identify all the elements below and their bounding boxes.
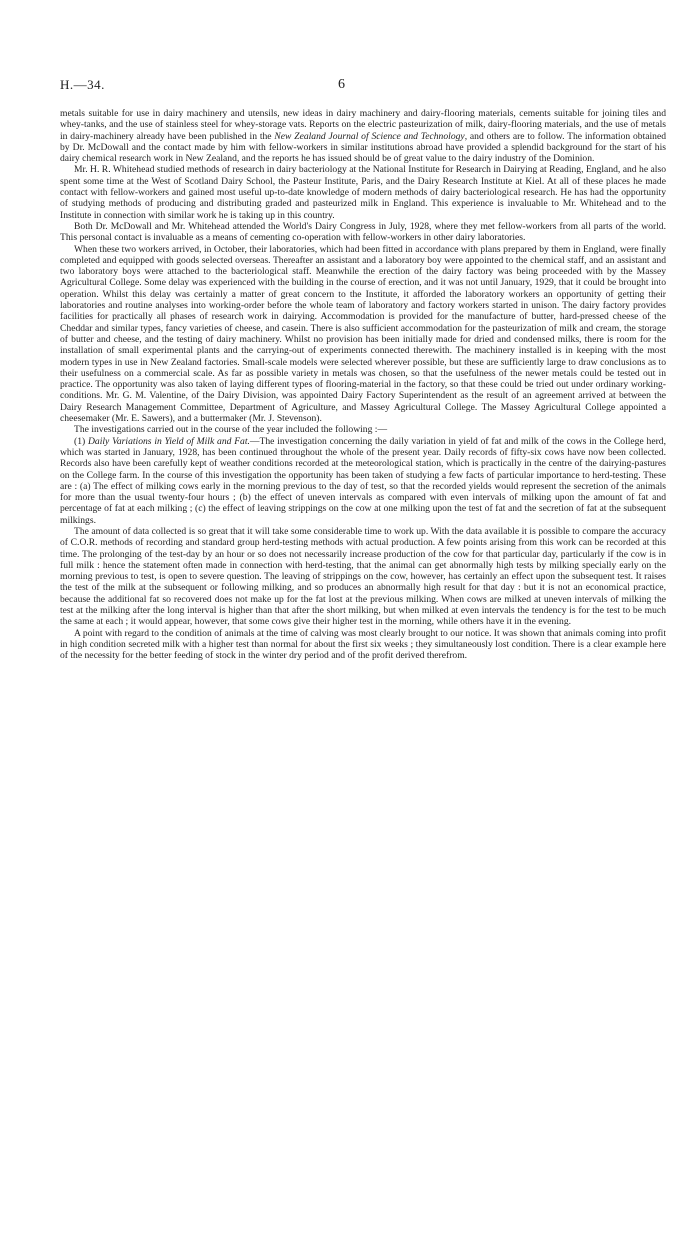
paragraph-investigations-intro: The investigations carried out in the course of the year included the following :— (74, 424, 388, 436)
paragraph-metals-reports: metals suitable for use in dairy machinery and utensils, new ideas in dairy machinery and dairy-flooring materials, cements suitable for joining tiles and whey-tanks, and the use of stainless steel for whey-storage vats. Reports on the electric pasteurization of milk, dairy-flooring materials, and the use of metals in dairy-machinery already have been published in the New Zealand Journal of Science and Technology, and others are to follow. The information obtained by Dr. McDowall and the contact made by him with fellow-workers in similar institutions abroad have provided a splendid background for the start of his dairy chemical research work in New Zealand, and the reports he has issued should be of great value to the dairy industry of the Dominion. (60, 108, 667, 165)
document-page (0, 77, 700, 1240)
paragraph-laboratories-factory: When these two workers arrived, in October, their laboratories, which had been fitted in accordance with plans prepared by them in England, were finally completed and equipped with goods selected overseas. Thereafter an assistant and a laboratory boy were appointed to the chemical staff, and an assistant and two laboratory boys were attached to the bacteriological staff. Meanwhile the erection of the dairy factory was being proceeded with by the Massey Agricultural College. Some delay was experienced with the building in the course of erection, and it was not until January, 1929, that it could be brought into operation. Whilst this delay was certainly a matter of great concern to the Institute, it afforded the laboratory workers an opportunity of getting their laboratories and routine analyses into working-order before the whole team of laboratory and factory workers started in unison. The dairy factory provides facilities for practically all phases of research work in dairying. Accommodation is provided for the manufacture of butter, hard-pressed cheese of the Cheddar and similar types, fancy varieties of cheese, and casein. There is also sufficient accommodation for the pasteurization of milk and cream, the storage of butter and cheese, and the testing of dairy machinery. Whilst no provision has been initially made for dried and condensed milks, there is room for the installation of small experimental plants and the carrying-out of experiments connected therewith. The machinery installed is in keeping with the most modern types in use in New Zealand factories. Small-scale models were selected wherever possible, but these are sufficiently large to draw conclusions as to their usefulness on a commercial scale. As far as possible variety in metals was chosen, so that the usefulness of the newer metals could be tested out in practice. The opportunity was also taken of laying different types of flooring-material in the factory, so that these could be tried out under ordinary working-conditions. Mr. G. M. Valentine, of the Dairy Division, was appointed Dairy Factory Superintendent as the result of an agreement arrived at between the Dairy Research Management Committee, Department of Agriculture, and Massey Agricultural College. The Massey Agricultural College appointed a cheesemaker (Mr. E. Sawers), and a buttermaker (Mr. J. Stevenson). (60, 243, 666, 425)
page-number: 6 (338, 77, 345, 92)
paragraph-data-collected: The amount of data collected is so great that it will take some considerable time to work up. With the data available it is possible to compare the accuracy of C.O.R. methods of recording and standard group herd-testing methods with actual production. A few points arising from this work can be recorded at this time. The prolonging of the test-day by an hour or so does not necessarily increase production of the cow for that particular day, particularly if the cow is in full milk : hence the statement often made in connection with herd-testing, that the animal can get abnormally high tests by milking specially early on the morning previous to test, is open to severe question. The leaving of strippings on the cow, however, has certainly an effect upon the subsequent test. It raises the test of the milk at the subsequent or following milking, and so produces an abnormally high result for that day : but it is not an economical practice, because the additional fat so recovered does not make up for the fat lost at the previous milking. When cows are milked at uneven intervals of milking the test at the milking after the long interval is higher than that after the short milking, but when milked at even intervals the tendency is for the test to be much the same at each ; it would appear, however, that some cows give their higher test in the morning, while others have it in the evening. (60, 525, 666, 628)
paragraph-whitehead-studies: Mr. H. R. Whitehead studied methods of research in dairy bacteriology at the National Institute for Research in Dairying at Reading, England, and he also spent some time at the West of Scotland Dairy School, the Pasteur Institute, Paris, and the Dairy Research Institute at Kiel. At all of these places he made contact with fellow-workers and gained most useful up-to-date knowledge of modern methods of dairy bacteriological research. He has had the opportunity of studying methods of producing and distributing graded and pasteurized milk in England. This experience is invaluable to Mr. Whitehead and to the Institute in connection with similar work he is taking up in this country. (60, 164, 666, 221)
paragraph-world-dairy-congress: Both Dr. McDowall and Mr. Whitehead attended the World's Dairy Congress in July, 1928, where they met fellow-workers from all parts of the world. This personal contact is invaluable as a means of cementing co-operation with fellow-workers in other dairy laboratories. (60, 220, 666, 244)
document-body (60, 108, 666, 662)
page-header (60, 77, 666, 95)
paragraph-daily-variations: (1) Daily Variations in Yield of Milk and Fat.—The investigation concerning the daily variation in yield of fat and milk of the cows in the College herd, which was started in January, 1928, has been continued throughout the whole of the present year. Daily records of fifty-six cows have now been collected. Records also have been carefully kept of weather conditions recorded at the meteorological station, which is practically in the centre of the dairying-pastures on the College farm. In the course of this investigation the opportunity has been taken of studying a few facts of particular importance to herd-testing. These are : (a) The effect of milking cows early in the morning previous to the day of test, so that the recorded yields would represent the secretion of the animals for more than the usual twenty-four hours ; (b) the effect of uneven intervals as compared with even intervals of milking upon the amount of fat and percentage of fat at each milking ; (c) the effect of leaving strippings on the cow at one milking upon the test of fat and the secretion of fat at the subsequent milkings. (60, 435, 666, 526)
paragraph-calving-condition: A point with regard to the condition of animals at the time of calving was most clearly brought to our notice. It was shown that animals coming into profit in high condition secreted milk with a higher test than normal for about the first six weeks ; they simultaneously lost condition. There is a clear example here of the necessity for the better feeding of stock in the winter dry period and of the profit derived therefrom. (60, 627, 666, 662)
document-reference: H.—34. (60, 77, 105, 92)
